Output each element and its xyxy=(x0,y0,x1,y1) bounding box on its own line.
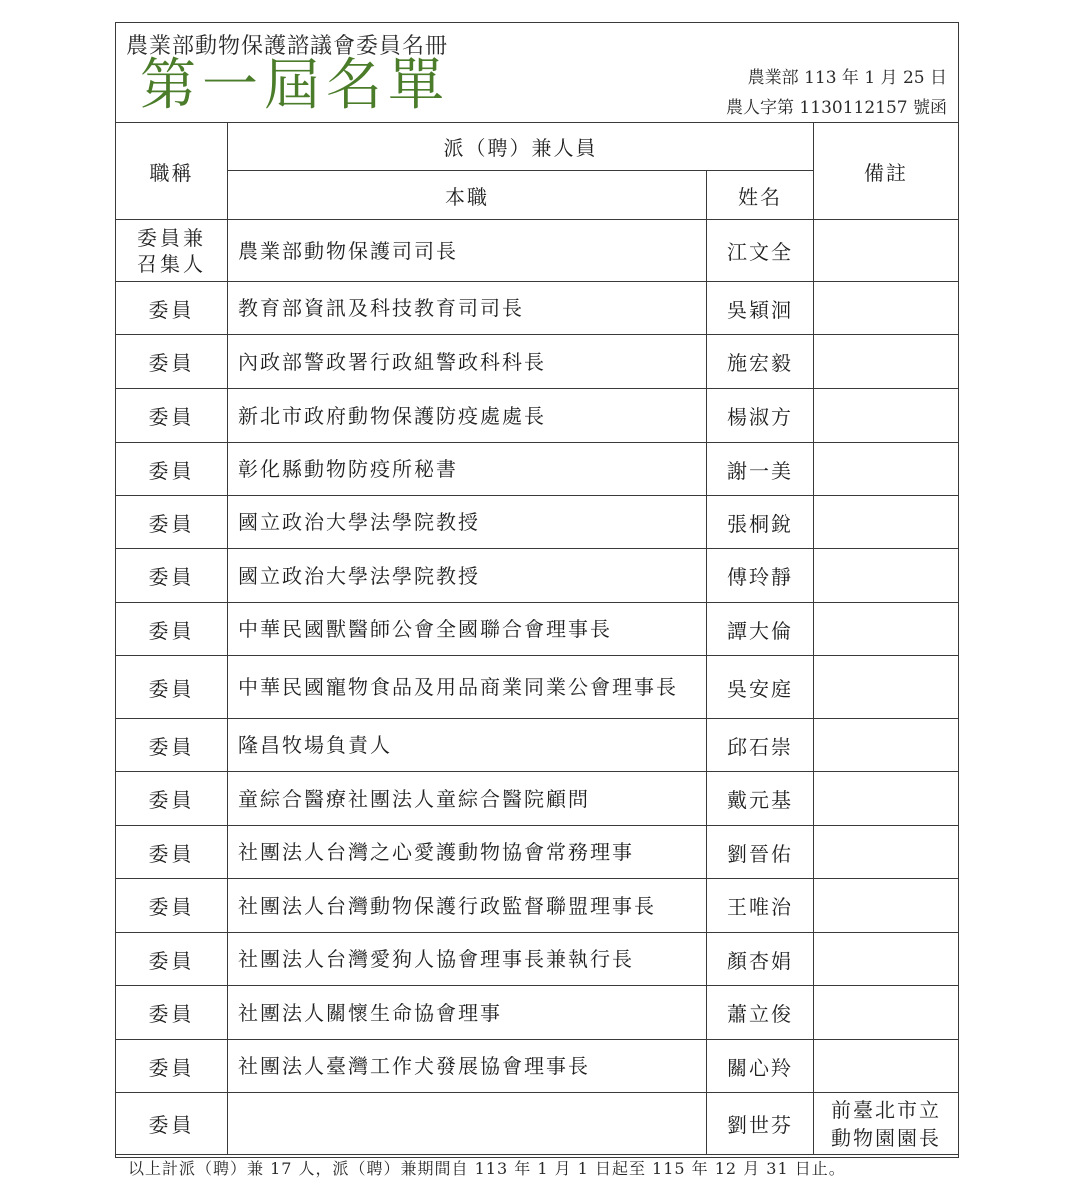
member-job-cell: 社團法人臺灣工作犬發展協會理事長 xyxy=(228,1040,707,1093)
document-header xyxy=(116,23,957,123)
table-row xyxy=(116,496,959,549)
member-job-cell: 中華民國獸醫師公會全國聯合會理事長 xyxy=(228,603,707,656)
header-note: 備註 xyxy=(814,123,959,220)
member-note-cell: 前臺北市立動物園園長 xyxy=(814,1093,959,1155)
member-title-cell: 委員 xyxy=(116,826,228,879)
document-subtitle: 農業部動物保護諮議會委員名冊 xyxy=(126,34,449,59)
member-name-cell: 施宏毅 xyxy=(707,335,814,389)
member-note-cell xyxy=(814,1040,959,1093)
member-name-cell: 張桐銳 xyxy=(707,496,814,549)
member-name-cell: 顏杏娟 xyxy=(707,933,814,986)
member-job-cell: 內政部警政署行政組警政科科長 xyxy=(228,335,707,389)
member-name-cell: 王唯治 xyxy=(707,879,814,933)
member-note-cell xyxy=(814,335,959,389)
member-note-cell xyxy=(814,719,959,772)
table-row xyxy=(116,933,959,986)
header-job: 本職 xyxy=(228,171,707,220)
member-job-cell: 社團法人台灣之心愛護動物協會常務理事 xyxy=(228,826,707,879)
member-note-cell xyxy=(814,826,959,879)
member-job-cell: 國立政治大學法學院教授 xyxy=(228,496,707,549)
member-name-cell: 劉晉佑 xyxy=(707,826,814,879)
member-title-cell: 委員 xyxy=(116,933,228,986)
member-title-cell: 委員 xyxy=(116,496,228,549)
table-row xyxy=(116,1040,959,1093)
member-title-cell: 委員兼召集人 xyxy=(116,220,228,282)
member-title-cell: 委員 xyxy=(116,719,228,772)
member-note-cell xyxy=(814,933,959,986)
member-name-cell: 關心羚 xyxy=(707,1040,814,1093)
member-note-cell xyxy=(814,986,959,1040)
table-row xyxy=(116,879,959,933)
document-title: 第一屆名單 xyxy=(140,53,450,118)
member-job-cell: 社團法人關懷生命協會理事 xyxy=(228,986,707,1040)
member-note-cell xyxy=(814,879,959,933)
header-group: 派（聘）兼人員 xyxy=(228,123,814,171)
table-row xyxy=(116,335,959,389)
member-title-cell: 委員 xyxy=(116,986,228,1040)
member-note-cell xyxy=(814,389,959,443)
member-name-cell: 吳穎洄 xyxy=(707,282,814,335)
member-title-cell: 委員 xyxy=(116,282,228,335)
member-note-cell xyxy=(814,603,959,656)
member-note-cell xyxy=(814,656,959,719)
member-job-cell: 社團法人台灣動物保護行政監督聯盟理事長 xyxy=(228,879,707,933)
table-row xyxy=(116,826,959,879)
member-table-body xyxy=(116,220,959,1155)
member-name-cell: 謝一美 xyxy=(707,443,814,496)
member-name-cell: 譚大倫 xyxy=(707,603,814,656)
member-name-cell: 傅玲靜 xyxy=(707,549,814,603)
member-note-cell xyxy=(814,549,959,603)
roster-document xyxy=(115,22,959,1158)
member-job-cell: 彰化縣動物防疫所秘書 xyxy=(228,443,707,496)
member-name-cell: 戴元基 xyxy=(707,772,814,826)
member-name-cell: 劉世芬 xyxy=(707,1093,814,1155)
footer-note: 以上計派（聘）兼 17 人，派（聘）兼期間自 113 年 1 月 1 日起至 115 年 12 月 31 日止。 xyxy=(128,1159,846,1178)
member-name-cell: 邱石崇 xyxy=(707,719,814,772)
table-row xyxy=(116,719,959,772)
member-job-cell: 社團法人台灣愛狗人協會理事長兼執行長 xyxy=(228,933,707,986)
document-number: 農人字第 1130112157 號函 xyxy=(726,98,947,118)
member-title-cell: 委員 xyxy=(116,603,228,656)
member-name-cell: 楊淑方 xyxy=(707,389,814,443)
member-table xyxy=(115,122,959,1155)
member-name-cell: 江文全 xyxy=(707,220,814,282)
table-row xyxy=(116,772,959,826)
member-title-cell: 委員 xyxy=(116,549,228,603)
table-row xyxy=(116,443,959,496)
member-job-cell xyxy=(228,1093,707,1155)
member-title-cell: 委員 xyxy=(116,335,228,389)
member-title-cell: 委員 xyxy=(116,389,228,443)
member-job-cell: 童綜合醫療社團法人童綜合醫院顧問 xyxy=(228,772,707,826)
table-row xyxy=(116,389,959,443)
member-job-cell: 新北市政府動物保護防疫處處長 xyxy=(228,389,707,443)
member-note-cell xyxy=(814,282,959,335)
table-row xyxy=(116,549,959,603)
table-row xyxy=(116,220,959,282)
header-title: 職稱 xyxy=(116,123,228,220)
member-job-cell: 隆昌牧場負責人 xyxy=(228,719,707,772)
member-title-cell: 委員 xyxy=(116,772,228,826)
issue-date: 農業部 113 年 1 月 25 日 xyxy=(747,68,947,88)
member-note-cell xyxy=(814,496,959,549)
member-note-cell xyxy=(814,443,959,496)
table-row xyxy=(116,1093,959,1155)
table-row xyxy=(116,986,959,1040)
table-row xyxy=(116,282,959,335)
member-title-cell: 委員 xyxy=(116,1093,228,1155)
member-note-cell xyxy=(814,772,959,826)
member-title-cell: 委員 xyxy=(116,1040,228,1093)
member-note-cell xyxy=(814,220,959,282)
member-name-cell: 蕭立俊 xyxy=(707,986,814,1040)
header-name: 姓名 xyxy=(707,171,814,220)
table-row xyxy=(116,603,959,656)
member-title-cell: 委員 xyxy=(116,443,228,496)
member-job-cell: 國立政治大學法學院教授 xyxy=(228,549,707,603)
member-name-cell: 吳安庭 xyxy=(707,656,814,719)
member-job-cell: 教育部資訊及科技教育司司長 xyxy=(228,282,707,335)
table-row xyxy=(116,656,959,719)
member-job-cell: 農業部動物保護司司長 xyxy=(228,220,707,282)
member-title-cell: 委員 xyxy=(116,656,228,719)
member-job-cell: 中華民國寵物食品及用品商業同業公會理事長 xyxy=(228,656,707,719)
member-title-cell: 委員 xyxy=(116,879,228,933)
